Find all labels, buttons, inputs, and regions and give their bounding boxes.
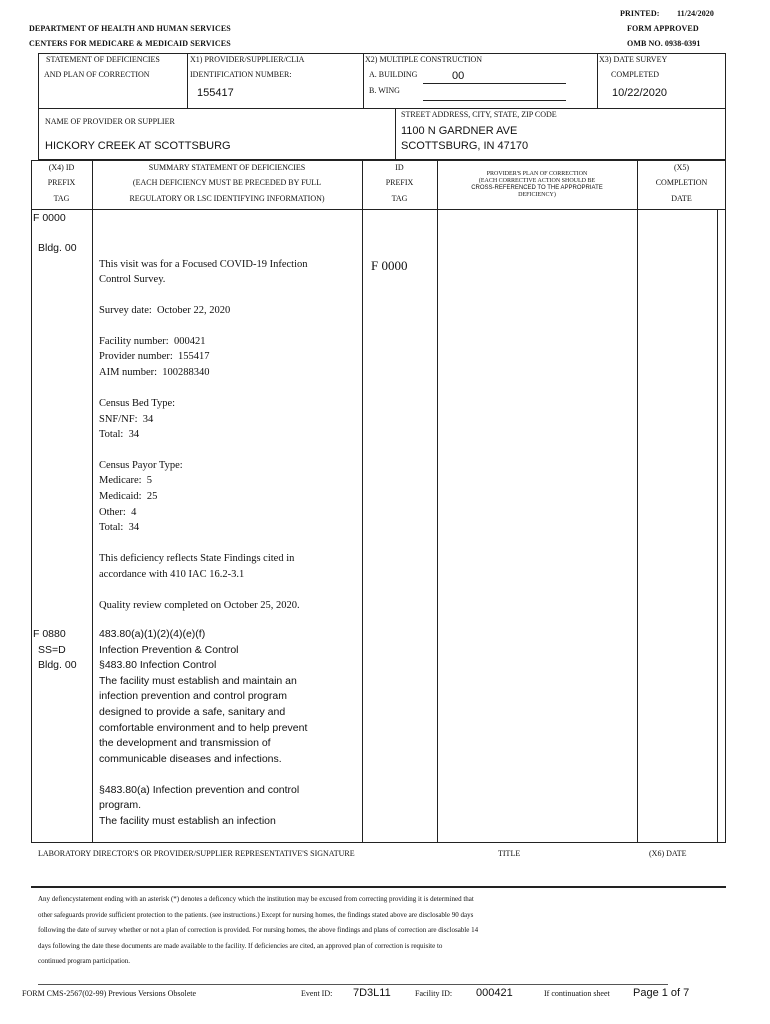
centers-name: CENTERS FOR MEDICARE & MEDICAID SERVICES [29, 39, 231, 48]
disclaimer-l4: days following the date these documents are made available to the facility. If deficiencies are cited, an approved plan of correction is requisite to [38, 941, 443, 950]
statement-label-2: AND PLAN OF CORRECTION [44, 70, 150, 79]
stmt-p2: Survey date: October 22, 2020 [99, 305, 231, 316]
omb-number: OMB NO. 0938-0391 [627, 39, 701, 48]
form-number: FORM CMS-2567(02-99) Previous Versions Obsolete [22, 989, 197, 998]
stmt-p7: Quality review completed on October 25, 2020. [99, 600, 300, 611]
facility-id-value: 000421 [476, 987, 513, 999]
x5-header-3: DATE [671, 194, 692, 203]
title-label: TITLE [498, 849, 521, 858]
x2-label: X2) MULTIPLE CONSTRUCTION [365, 55, 483, 64]
x4-header-1: (X4) ID [48, 163, 75, 172]
id-header-3: TAG [391, 194, 408, 203]
tag-f0880: F 0880 [33, 628, 66, 640]
disclaimer-l2: other safeguards provide sufficient protection to the patients. (see instructions.) Except for nursing homes, the findings stated above are disclosable 90 days [38, 910, 474, 919]
x5-header-2: COMPLETION [655, 178, 708, 187]
x3-label-1: X3) DATE SURVEY [599, 55, 668, 64]
signature-label: LABORATORY DIRECTOR'S OR PROVIDER/SUPPLIER REPRESENTATIVE'S SIGNATURE [38, 849, 355, 858]
plan-header-3: CROSS-REFERENCED TO THE APPROPRIATE [471, 185, 603, 191]
stmt-p3-l2: Provider number: 155417 [99, 351, 210, 362]
provider-box [38, 108, 726, 160]
x1-label-1: X1) PROVIDER/SUPPLIER/CLIA [190, 55, 305, 64]
tag-bldg-1: Bldg. 00 [38, 242, 77, 254]
statement-label-1: STATEMENT OF DEFICIENCIES [46, 55, 160, 64]
f880-l1: 483.80(a)(1)(2)(4)(e)(f) [99, 628, 206, 640]
stmt-p3-l3: AIM number: 100288340 [99, 367, 210, 378]
facility-id-label: Facility ID: [415, 989, 453, 998]
x4-header-3: TAG [53, 194, 70, 203]
tag-bldg-2: Bldg. 00 [38, 659, 77, 671]
stmt-p5-l5: Total: 34 [99, 522, 140, 533]
footer-rule [38, 984, 668, 985]
x4-header-2: PREFIX [47, 178, 76, 187]
summary-header-2: (EACH DEFICIENCY MUST BE PRECEDED BY FULL [132, 178, 322, 187]
printed-date: 11/24/2020 [677, 9, 715, 18]
provider-id-value: 155417 [197, 87, 234, 99]
summary-header-3: REGULATORY OR LSC IDENTIFYING INFORMATION) [129, 194, 325, 203]
f880-l10: §483.80(a) Infection prevention and control [99, 784, 300, 796]
id-header-2: PREFIX [385, 178, 414, 187]
id-header-1: ID [395, 163, 404, 172]
survey-date-value: 10/22/2020 [612, 87, 668, 99]
disclaimer-l1: Any defiencystatement ending with an asterisk (*) denotes a deficency which the institution may be excused from correcting providing it is determined that [38, 895, 474, 903]
f880-l5: infection prevention and control program [99, 690, 287, 702]
disclaimer [38, 892, 718, 970]
page-indicator: Page 1 of 7 [633, 987, 690, 999]
address-line1: 1100 N GARDNER AVE [401, 125, 518, 137]
address-line2: SCOTTSBURG, IN 47170 [401, 140, 529, 152]
address-label: STREET ADDRESS, CITY, STATE, ZIP CODE [401, 110, 557, 119]
x2-building-label: A. BUILDING [369, 70, 418, 79]
signature-divider [31, 886, 726, 888]
event-id-value: 7D3L11 [353, 987, 391, 999]
provider-name-label: NAME OF PROVIDER OR SUPPLIER [45, 117, 175, 126]
form-approved: FORM APPROVED [627, 24, 699, 33]
f880-l7: comfortable environment and to help prevent [99, 722, 308, 734]
stmt-p4-l1: Census Bed Type: [99, 398, 176, 409]
stmt-p1-l2: Control Survey. [99, 274, 166, 285]
stmt-p5-l4: Other: 4 [99, 507, 137, 518]
printed-label: PRINTED: [620, 9, 660, 18]
stmt-p6-l1: This deficiency reflects State Findings cited in [99, 553, 295, 564]
x5-header-1: (X5) [673, 163, 690, 172]
stmt-p3-l1: Facility number: 000421 [99, 336, 206, 347]
x2-building-value: 00 [452, 70, 465, 82]
disclaimer-l3: following the date of survey whether or not a plan of correction is provided. For nursing homes, the above findings and plans of correction are disclosable 14 [38, 926, 479, 934]
f880-l8: the development and transmission of [99, 737, 271, 749]
f880-l6: designed to provide a safe, sanitary and [99, 706, 286, 718]
f880-l4: The facility must establish and maintain an [99, 675, 297, 687]
stmt-p5-l3: Medicaid: 25 [99, 491, 158, 502]
department-name: DEPARTMENT OF HEALTH AND HUMAN SERVICES [29, 24, 231, 33]
stmt-p6-l2: accordance with 410 IAC 16.2-3.1 [99, 569, 245, 580]
f880-l3: §483.80 Infection Control [99, 659, 217, 671]
stmt-p5-l2: Medicare: 5 [99, 475, 153, 486]
continuation-label: If continuation sheet [544, 989, 610, 998]
provider-name-value: HICKORY CREEK AT SCOTTSBURG [45, 140, 231, 152]
x1-label-2: IDENTIFICATION NUMBER: [190, 70, 292, 79]
f880-l11: program. [99, 799, 142, 811]
stmt-p4-l2: SNF/NF: 34 [99, 414, 154, 425]
tag-f0000: F 0000 [33, 212, 66, 224]
x2-wing-label: B. WING [369, 86, 400, 95]
plan-header-1: PROVIDER'S PLAN OF CORRECTION [486, 171, 588, 177]
stmt-p4-l3: Total: 34 [99, 429, 140, 440]
x3-label-2: COMPLETED [611, 70, 659, 79]
f880-l2: Infection Prevention & Control [99, 644, 239, 656]
tag-f0000-right: F 0000 [371, 258, 408, 273]
f880-l9: communicable diseases and infections. [99, 753, 282, 765]
tag-ss-d: SS=D [38, 644, 66, 656]
f880-l12: The facility must establish an infection [99, 815, 276, 827]
plan-header-2: (EACH CORRECTIVE ACTION SHOULD BE [478, 178, 596, 184]
x6-date-label: (X6) DATE [649, 849, 687, 858]
disclaimer-l5: continued program participation. [38, 957, 130, 965]
event-id-label: Event ID: [301, 989, 333, 998]
stmt-p1-l1: This visit was for a Focused COVID-19 Infection [99, 259, 308, 270]
plan-header-4: DEFICIENCY) [518, 192, 556, 198]
summary-header-1: SUMMARY STATEMENT OF DEFICIENCIES [148, 163, 306, 172]
plan-header [437, 171, 637, 199]
stmt-p5-l1: Census Payor Type: [99, 460, 183, 471]
